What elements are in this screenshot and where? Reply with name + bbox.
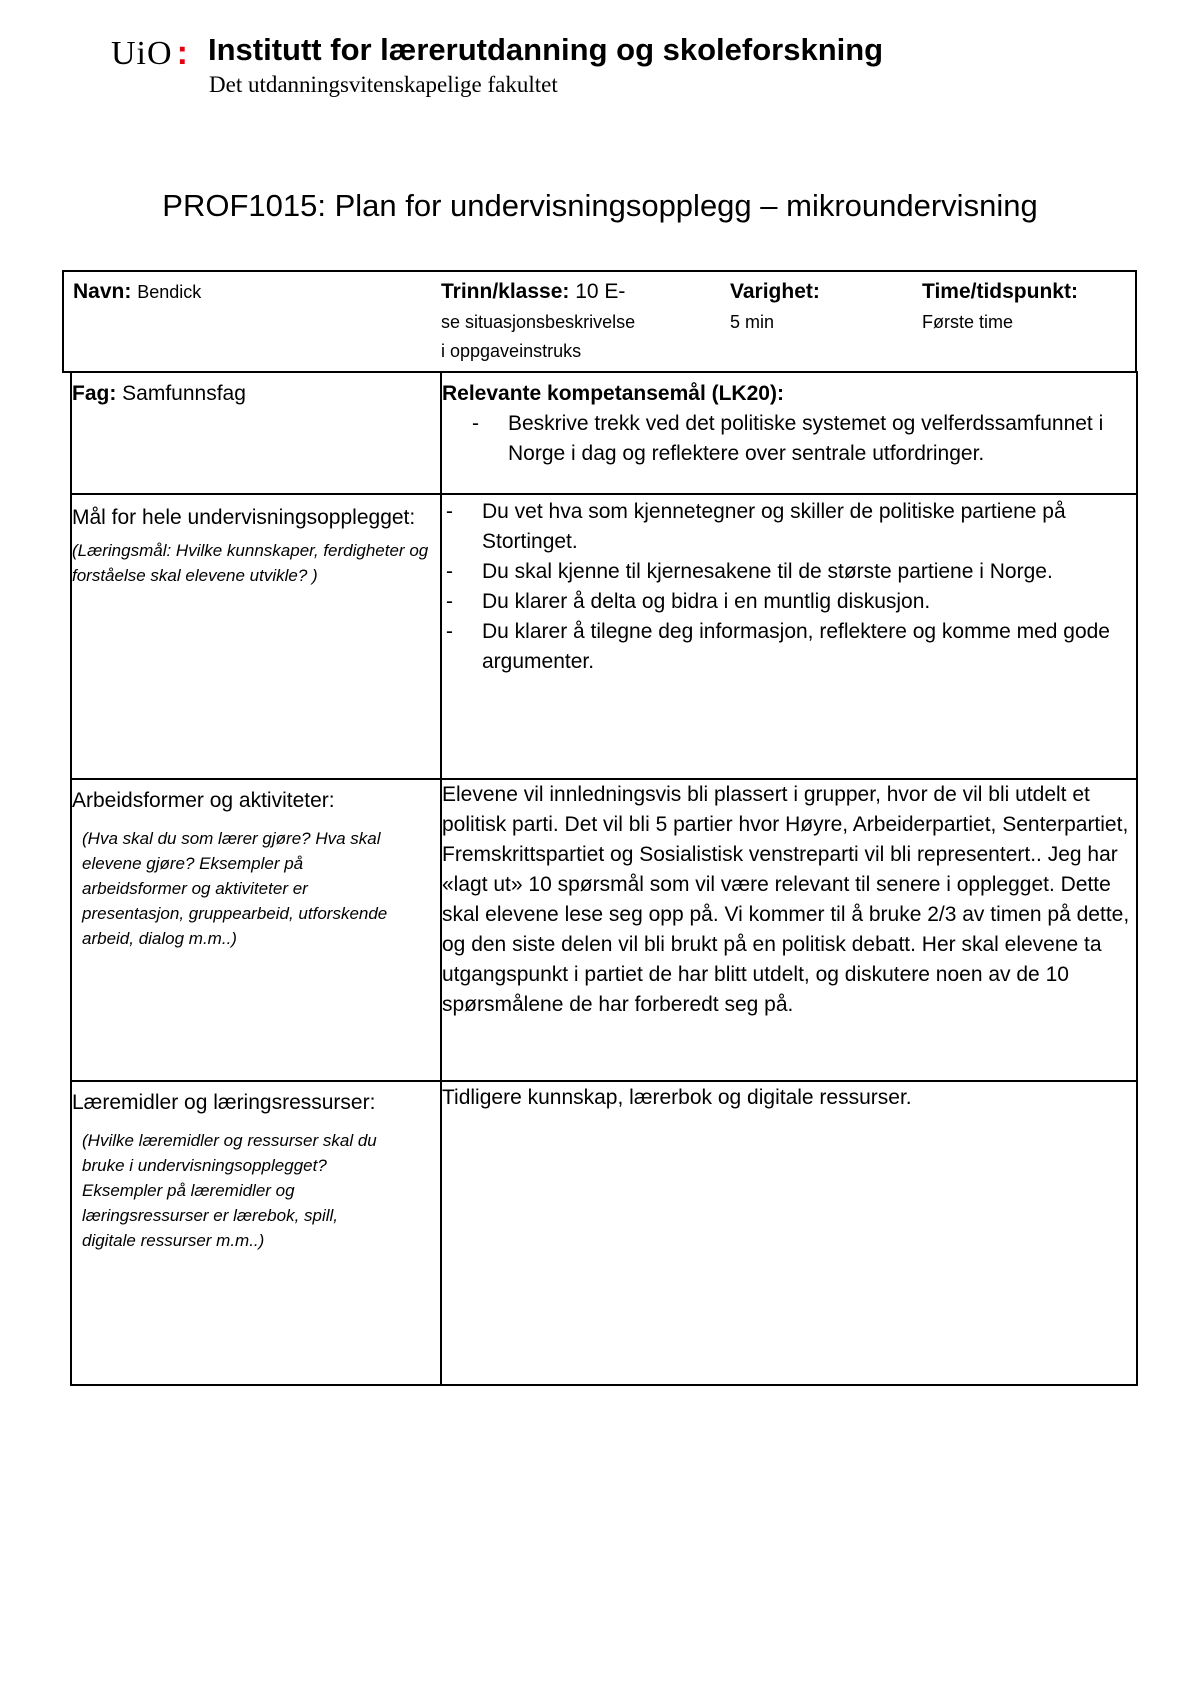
resources-cell: Tidligere kunnskap, lærerbok og digitale ressurser.: [442, 1086, 912, 1109]
goal-item: - Du vet hva som kjennetegner og skiller de politiske partiene på Stortinget.: [442, 497, 1122, 557]
name-value: Bendick: [137, 282, 202, 302]
competence-cell: Relevante kompetansemål (LK20): - Beskrive trekk ved det politiske systemet og velferdssamfunnet i Norge i dag og reflektere over sentrale utfordringer.: [442, 379, 1137, 469]
goal-item: - Du klarer å tilegne deg informasjon, reflektere og komme med gode argumenter.: [442, 617, 1122, 677]
goal-item: - Du skal kjenne til kjernesakene til de største partiene i Norge.: [442, 557, 1122, 587]
row-divider: [70, 1080, 1138, 1082]
goals-hint: (Læringsmål: Hvilke kunnskaper, ferdigheter og forståelse skal elevene utvikle? ): [72, 541, 429, 585]
duration-cell: Varighet: 5 min: [730, 280, 820, 332]
goal-item: - Du klarer å delta og bidra i en muntlig diskusjon.: [442, 587, 1122, 617]
uio-logo: UiO :: [111, 34, 189, 72]
work-hint: (Hva skal du som lærer gjøre? Hva skal elevene gjøre? Eksempler på arbeidsformer og aktiviteter er presentasjon, gruppearbeid, utforskende arbeid, dialog m.m..): [82, 829, 388, 948]
subject-cell: Fag: Samfunnsfag: [72, 382, 246, 405]
faculty-name: Det utdanningsvitenskapelige fakultet: [209, 72, 558, 97]
goals-cell: [442, 497, 1122, 677]
time-cell: Time/tidspunkt: Første time: [922, 280, 1078, 332]
resources-hint: (Hvilke læremidler og ressurser skal du bruke i undervisningsopplegget? Eksempler på læremidler og læringsressurser er lærebok, spill, digitale ressurser m.m..): [82, 1131, 377, 1250]
work-label-cell: Arbeidsformer og aktiviteter: (Hva skal du som lærer gjøre? Hva skal elevene gjøre? Eksempler på arbeidsformer og aktiviteter er presentasjon, gruppearbeid, utforskende arbeid, dialog m.m..): [72, 786, 437, 951]
institute-name: Institutt for lærerutdanning og skoleforskning: [208, 32, 884, 67]
class-cell: Trinn/klasse: 10 E- se situasjonsbeskrivelse i oppgaveinstruks: [441, 280, 636, 361]
row-divider: [70, 493, 1138, 495]
work-cell: Elevene vil innledningsvis bli plassert i grupper, hvor de vil bli utdelt et politisk parti. Det vil bli 5 partier hvor Høyre, Arbeiderpartiet, Senterpartiet, Fremskrittspartiet og Sosialistisk venstreparti vil bli representert.. Jeg har «lagt ut» 10 spørsmål som vil være relevant til senere i opplegget. Dette skal elevene lese seg opp på. Vi kommer til å bruke 2/3 av timen på dette, og den siste delen vil bli brukt på en politisk debatt. Her skal elevene ta utgangspunkt i partiet de har blitt utdelt, og diskutere noen av de 10 spørsmålene de har forberedt seg på.: [442, 783, 1130, 1016]
resources-label-cell: Læremidler og læringsressurser: (Hvilke læremidler og ressurser skal du bruke i undervisningsopplegget? Eksempler på læremidler og læringsressurser er lærebok, spill, digitale ressurser m.m..): [72, 1088, 437, 1253]
name-cell: Navn: Bendick: [73, 280, 202, 303]
page-title: PROF1015: Plan for undervisningsopplegg – mikroundervisning: [162, 188, 1038, 223]
competence-goal: - Beskrive trekk ved det politiske systemet og velferdssamfunnet i Norge i dag og reflektere over sentrale utfordringer.: [468, 409, 1137, 469]
goals-label-cell: Mål for hele undervisningsopplegget: (Læringsmål: Hvilke kunnskaper, ferdigheter og forståelse skal elevene utvikle? ): [72, 502, 437, 588]
